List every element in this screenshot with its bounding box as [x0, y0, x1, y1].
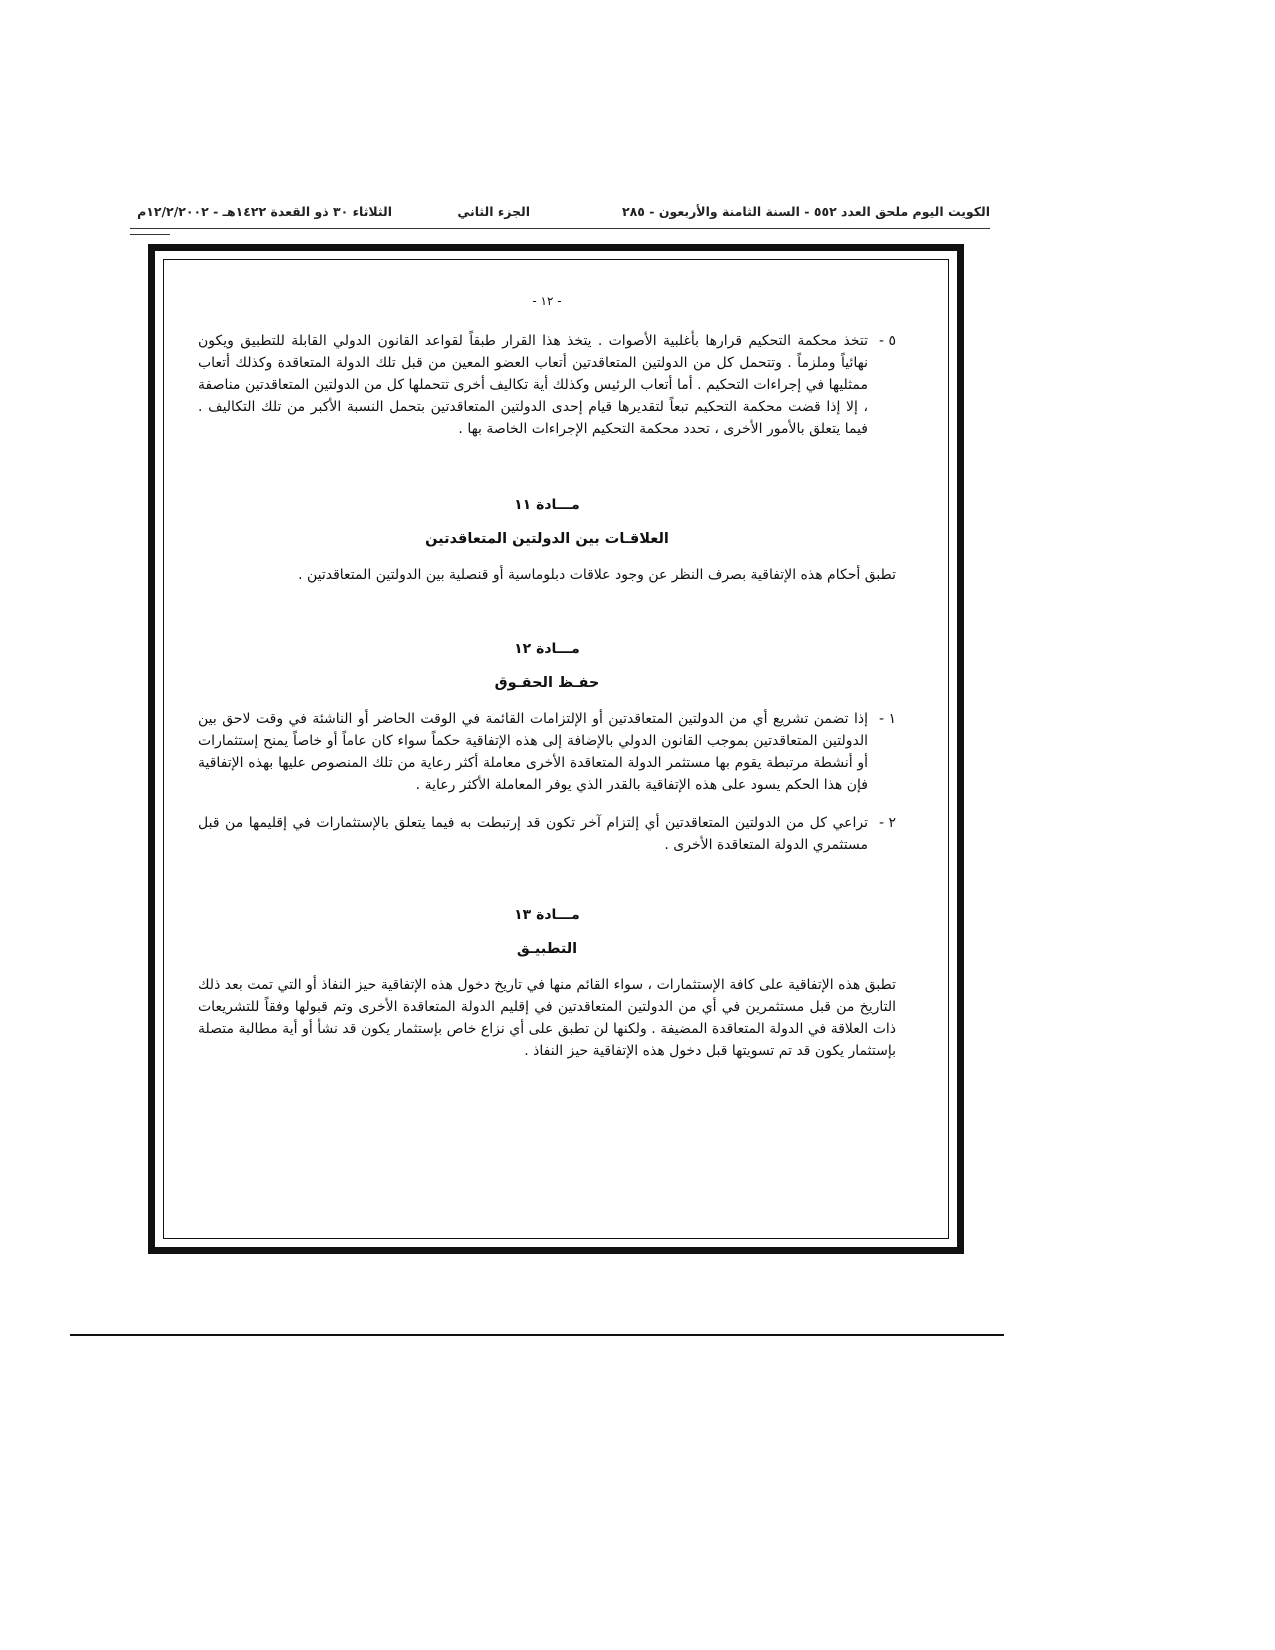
article-12-item-2 [198, 812, 896, 856]
article-11-heading: العلاقـات بين الدولتين المتعاقدتين [425, 531, 669, 547]
article-13-heading: التطبيـق [516, 941, 578, 957]
clause-5 [198, 330, 896, 440]
page-header [130, 204, 990, 226]
article-12-item-1 [198, 708, 896, 796]
article-13-text: تطبق هذه الإتفاقية على كافة الإستثمارات ، سواء القائم منها في تاريخ دخول هذه الإتفاقية حيز النفاذ أو التي تمت بعد ذلك التاريخ من قبل مستثمرين في أي من الدولتين المتعاقدتين في إقليم الدولة المتعاقدة الأخرى وتم قبولها وفقاً للتشريعات ذات العلاقة في الدولة المتعاقدة المضيفة . ولكنها لن تطبق على أي نزاع خاص بإستثمار يكون قد نشأ أو أية مطالبة متصلة بإستثمار يكون قد تم تسويتها قبل دخول هذه الإتفاقية حيز النفاذ . [198, 977, 896, 1059]
header-rule-short [130, 234, 170, 235]
item-number: ١ - [878, 711, 896, 727]
page-frame-inner [163, 259, 949, 1239]
item-number: ٢ - [878, 815, 896, 831]
publication-info: الكويت اليوم ملحق العدد ٥٥٢ - السنة الثامنة والأربعون - ٢٨٥ [622, 204, 990, 219]
article-13-title: مـــادة ١٣ [514, 907, 580, 923]
item-text: إذا تضمن تشريع أي من الدولتين المتعاقدتين أو الإلتزامات القائمة في الوقت الحاضر أو الناشئة في وقت لاحق بين الدولتين المتعاقدتين بموجب القانون الدولي بالإضافة إلى هذه الإتفاقية حكماً سواء كان عاماً أو خاصاً يمنح إستثمارات أو أنشطة مرتبطة يقوم بها مستثمر الدولة المتعاقدة الأخرى معاملة أكثر رعاية من تلك المنصوص عليها بهذه الإتفاقية فإن هذا الحكم يسود على هذه الإتفاقية بالقدر الذي يوفر المعاملة الأكثر رعاية . [198, 711, 868, 793]
footer-rule [70, 1334, 1004, 1336]
article-12-title: مـــادة ١٢ [514, 641, 580, 657]
clause-text: تتخذ محكمة التحكيم قرارها بأغلبية الأصوات . يتخذ هذا القرار طبقاً لقواعد القانون الدولي القابلة للتطبيق ويكون نهائياً وملزماً . وتتحمل كل من الدولتين المتعاقدتين أتعاب العضو المعين من قبل تلك الدولة المتعاقدة وكذلك أتعاب ممثليها في إجراءات التحكيم . أما أتعاب الرئيس وكذلك أية تكاليف أخرى تتحملها كل من الدولتين المتعاقدتين مناصفة ، إلا إذا قضت محكمة التحكيم تبعاً لتقديرها قيام إحدى الدولتين المتعاقدتين بتحمل النسبة الأكبر من تلك التكاليف . فيما يتعلق بالأمور الأخرى ، تحدد محكمة التحكيم الإجراءات الخاصة بها . [198, 333, 868, 437]
article-11-title: مـــادة ١١ [514, 497, 580, 513]
clause-number: ٥ - [878, 333, 896, 349]
article-11-text: تطبق أحكام هذه الإتفاقية بصرف النظر عن وجود علاقات دبلوماسية أو قنصلية بين الدولتين المتعاقدتين . [298, 567, 896, 583]
document-body [198, 290, 896, 1062]
header-rule [130, 228, 990, 229]
item-text: تراعي كل من الدولتين المتعاقدتين أي إلتزام آخر تكون قد إرتبطت به فيما يتعلق بالإستثمارات في إقليمها من قبل مستثمري الدولة المتعاقدة الأخرى . [198, 815, 868, 853]
issue-date: الثلاثاء ٣٠ ذو القعدة ١٤٢٢هـ - ١٢/٢/٢٠٠٢م [137, 204, 392, 219]
page-frame [148, 244, 964, 1254]
page-number: - ١٢ - [532, 294, 562, 308]
part-label: الجزء الثاني [457, 204, 530, 219]
article-12-heading: حفـظ الحقـوق [494, 675, 600, 691]
